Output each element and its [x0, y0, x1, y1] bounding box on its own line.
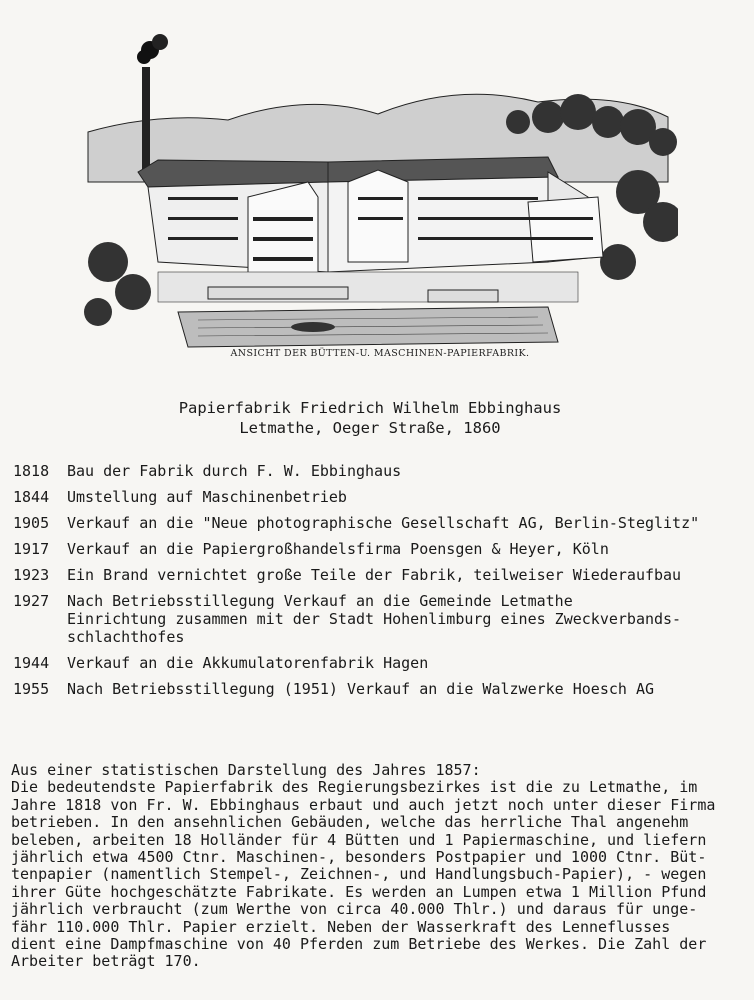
paragraph-line: beleben, arbeiten 18 Holländer für 4 Bütten und 1 Papiermaschine, und liefern — [11, 830, 707, 849]
title-line-1: Papierfabrik Friedrich Wilhelm Ebbinghaus — [178, 399, 562, 417]
paragraph-line: betrieben. In den ansehnlichen Gebäuden, welche das herrliche Thal angenehm — [11, 813, 689, 832]
wall-right — [428, 290, 498, 302]
timeline-year: 1818 — [13, 462, 50, 480]
timeline-year: 1944 — [13, 654, 50, 672]
paragraph-line: ihrer Güte hochgeschätzte Fabrikate. Es werden an Lumpen etwa 1 Million Pfund — [11, 882, 707, 901]
timeline-year: 1927 — [13, 592, 50, 610]
timeline-year: 1923 — [13, 566, 50, 584]
paragraph-line: jährlich etwa 4500 Ctnr. Maschinen-, besonders Postpapier und 1000 Ctnr. Büt- — [11, 848, 707, 867]
timeline-year: 1955 — [13, 680, 50, 698]
paragraph-line: Aus einer statistischen Darstellung des Jahres 1857: — [11, 761, 481, 779]
timeline-row — [13, 514, 743, 532]
timeline-row — [13, 592, 743, 646]
timeline-year: 1905 — [13, 514, 50, 532]
timeline — [13, 462, 743, 706]
paragraph-line: dient eine Dampfmaschine von 40 Pferden zum Betriebe des Werkes. Die Zahl der — [11, 935, 707, 954]
paragraph-line: Arbeiter beträgt 170. — [11, 952, 201, 971]
wall — [208, 287, 348, 299]
paragraph-line: jährlich verbraucht (zum Werthe von circa 40.000 Thlr.) und daraus für unge- — [11, 900, 698, 919]
timeline-text: Nach Betriebsstillegung (1951) Verkauf an die Walzwerke Hoesch AG — [67, 680, 654, 698]
rowing-boat — [291, 322, 335, 332]
title-line-2: Letmathe, Oeger Straße, 1860 — [239, 419, 501, 437]
timeline-row — [13, 654, 743, 672]
factory-engraving — [78, 22, 678, 372]
timeline-text: Umstellung auf Maschinenbetrieb — [67, 488, 347, 506]
paragraph-line: fähr 110.000 Thlr. Papier erzielt. Neben der Wasserkraft des Lenneflusses — [11, 917, 671, 936]
paragraph-line: Die bedeutendste Papierfabrik des Regierungsbezirkes ist die zu Letmathe, im — [11, 778, 698, 797]
timeline-text: Ein Brand vernichtet große Teile der Fabrik, teilweiser Wiederaufbau — [67, 566, 682, 584]
pond — [178, 307, 558, 347]
timeline-row — [13, 680, 743, 698]
timeline-year: 1917 — [13, 540, 50, 558]
timeline-year: 1844 — [13, 488, 50, 506]
page-title — [0, 398, 740, 438]
paragraph-line: tenpapier (namentlich Stempel-, Zeichnen-, und Handlungsbuch-Papier), - wegen — [11, 865, 707, 884]
timeline-text: Verkauf an die Akkumulatorenfabrik Hagen — [67, 654, 429, 672]
timeline-text: Bau der Fabrik durch F. W. Ebbinghaus — [67, 462, 402, 480]
paragraph-line: Jahre 1818 von Fr. W. Ebbinghaus erbaut und auch jetzt noch unter dieser Firma — [11, 795, 716, 814]
timeline-text: Verkauf an die Papiergroßhandelsfirma Poensgen & Heyer, Köln — [67, 540, 609, 558]
timeline-text: Verkauf an die "Neue photographische Gesellschaft AG, Berlin-Steglitz" — [67, 514, 700, 532]
timeline-row — [13, 488, 743, 506]
timeline-row — [13, 462, 743, 480]
engraving-caption: ANSICHT DER BÜTTEN-U. MASCHINEN-PAPIERFABRIK. — [230, 348, 530, 359]
timeline-row — [13, 540, 743, 558]
historical-paragraph — [11, 762, 746, 971]
timeline-text: Nach Betriebsstillegung Verkauf an die Gemeinde Letmathe Einrichtung zusammen mit der Stadt Hohenlimburg eines Zweckverbands- schlachthofes — [67, 592, 682, 646]
timeline-row — [13, 566, 743, 584]
